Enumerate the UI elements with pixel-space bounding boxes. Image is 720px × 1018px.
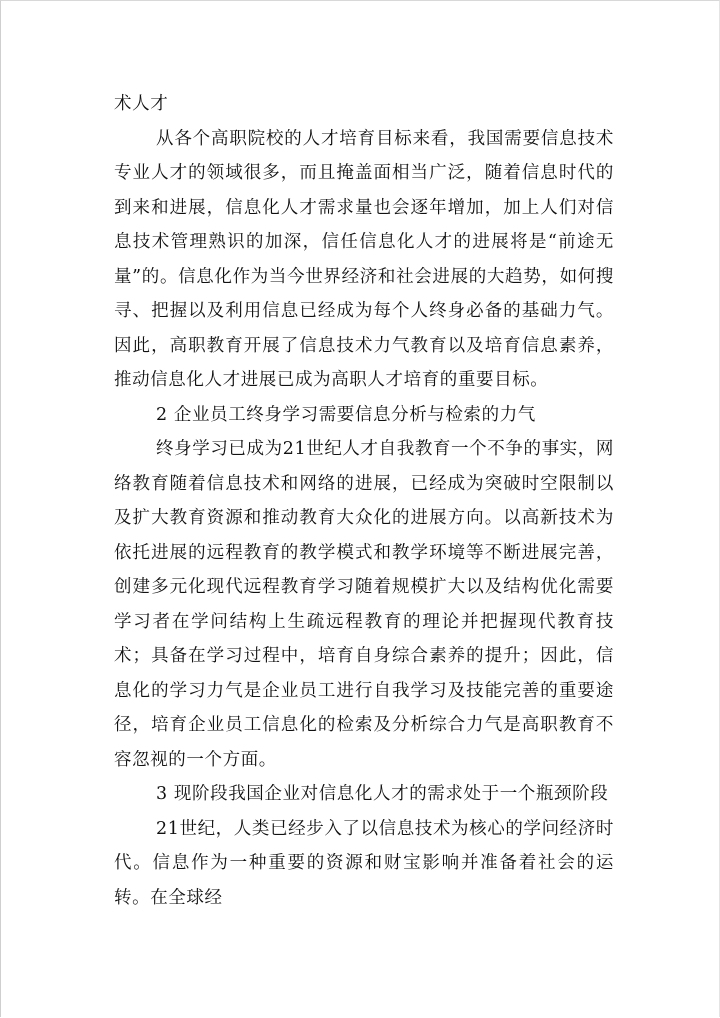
paragraph-talent-goals: 从各个高职院校的人才培育目标来看，我国需要信息技术专业人才的领域很多，而且掩盖面相当广泛，随着信息时代的到来和进展，信息化人才需求量也会逐年增加，加上人们对信息技术管理熟识的加深，信任信息化人才的进展将是“前途无量”的。信息化作为当今世界经济和社会进展的大趋势，如何搜寻、把握以及利用信息已经成为每个人终身必备的基础力气。因此，高职教育开展了信息技术力气教育以及培育信息素养，推动信息化人才进展已成为高职人才培育的重要目标。 <box>114 128 614 390</box>
paragraph-continuation: 术人才 <box>114 94 169 114</box>
paragraph-knowledge-economy: 21世纪，人类已经步入了以信息技术为核心的学问经济时代。信息作为一种重要的资源和财宝影响并准备着社会的运转。在全球经 <box>114 818 614 908</box>
section-heading-2: 2 企业员工终身学习需要信息分析与检索的力气 <box>156 404 536 425</box>
document-body <box>114 87 614 915</box>
paragraph-lifelong-learning: 终身学习已成为21世纪人才自我教育一个不争的事实，网络教育随着信息技术和网络的进展，已经成为突破时空限制以及扩大教育资源和推动教育大众化的进展方向。以高新技术为依托进展的远程教育的教学模式和教学环境等不断进展完善，创建多元化现代远程教育学习随着规模扩大以及结构优化需要学习者在学问结构上生疏远程教育的理论并把握现代教育技术；具备在学习过程中，培育自身综合素养的提升；因此，信息化的学习力气是企业员工进行自我学习及技能完善的重要途径，培育企业员工信息化的检索及分析综合力气是高职教育不容忽视的一个方面。 <box>114 439 614 770</box>
section-heading-3: 3 现阶段我国企业对信息化人才的需求处于一个瓶颈阶段 <box>156 784 609 804</box>
